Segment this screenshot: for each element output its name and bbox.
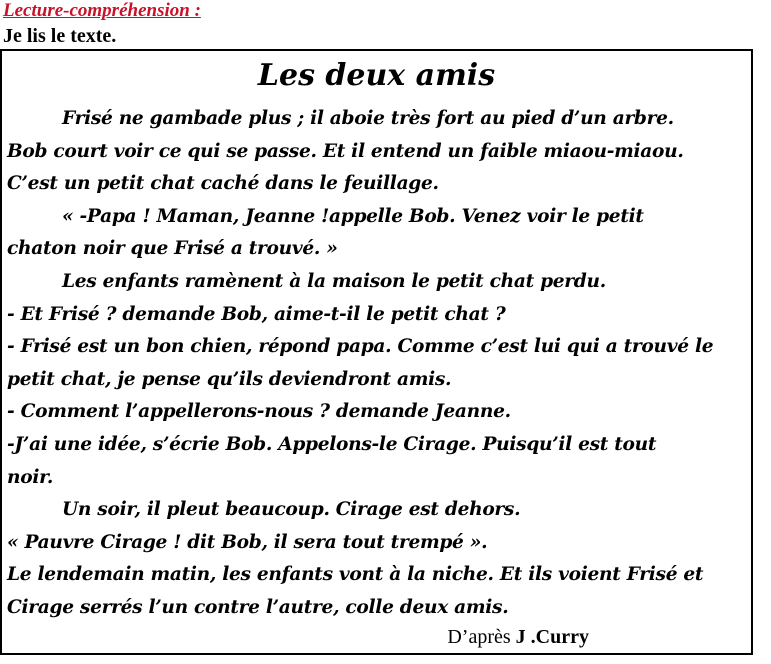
story-line: C’est un petit chat caché dans le feuillage. — [7, 173, 439, 195]
story-line: chaton noir que Frisé a trouvé. » — [7, 238, 338, 260]
story-line: « -Papa ! Maman, Jeanne !appelle Bob. Venez voir le petit — [62, 205, 644, 227]
instruction: Je lis le texte. — [3, 25, 117, 47]
story-line: -J’ai une idée, s’écrie Bob. Appelons-le Cirage. Puisqu’il est tout — [7, 433, 657, 455]
story-line: - Frisé est un bon chien, répond papa. Comme c’est lui qui a trouvé le — [7, 336, 714, 358]
story-line: noir. — [7, 466, 54, 488]
credit-author: J .Curry — [515, 626, 589, 648]
story-line: petit chat, je pense qu’ils deviendront amis. — [7, 368, 452, 390]
story-line: - Comment l’appellerons-nous ? demande Jeanne. — [7, 401, 511, 423]
story-line: Un soir, il pleut beaucoup. Cirage est dehors. — [62, 499, 521, 521]
story-line: Les enfants ramènent à la maison le petit chat perdu. — [62, 270, 606, 292]
story-box — [0, 49, 753, 655]
story-body — [7, 103, 751, 625]
section-heading: Lecture-compréhension : — [3, 0, 201, 21]
story-line: Frisé ne gambade plus ; il aboie très fort au pied d’un arbre. — [62, 108, 674, 129]
story-credit — [447, 625, 589, 649]
story-line: Cirage serrés l’un contre l’autre, colle deux amis. — [7, 596, 509, 618]
story-title: Les deux amis — [257, 58, 496, 93]
story-line: « Pauvre Cirage ! dit Bob, il sera tout trempé ». — [7, 531, 488, 553]
story-line: Le lendemain matin, les enfants vont à la niche. Et ils voient Frisé et — [7, 564, 704, 586]
story-line: Bob court voir ce qui se passe. Et il entend un faible miaou-miaou. — [7, 140, 684, 162]
story-line: - Et Frisé ? demande Bob, aime-t-il le petit chat ? — [7, 303, 506, 325]
credit-prefix: D’après — [447, 626, 511, 648]
